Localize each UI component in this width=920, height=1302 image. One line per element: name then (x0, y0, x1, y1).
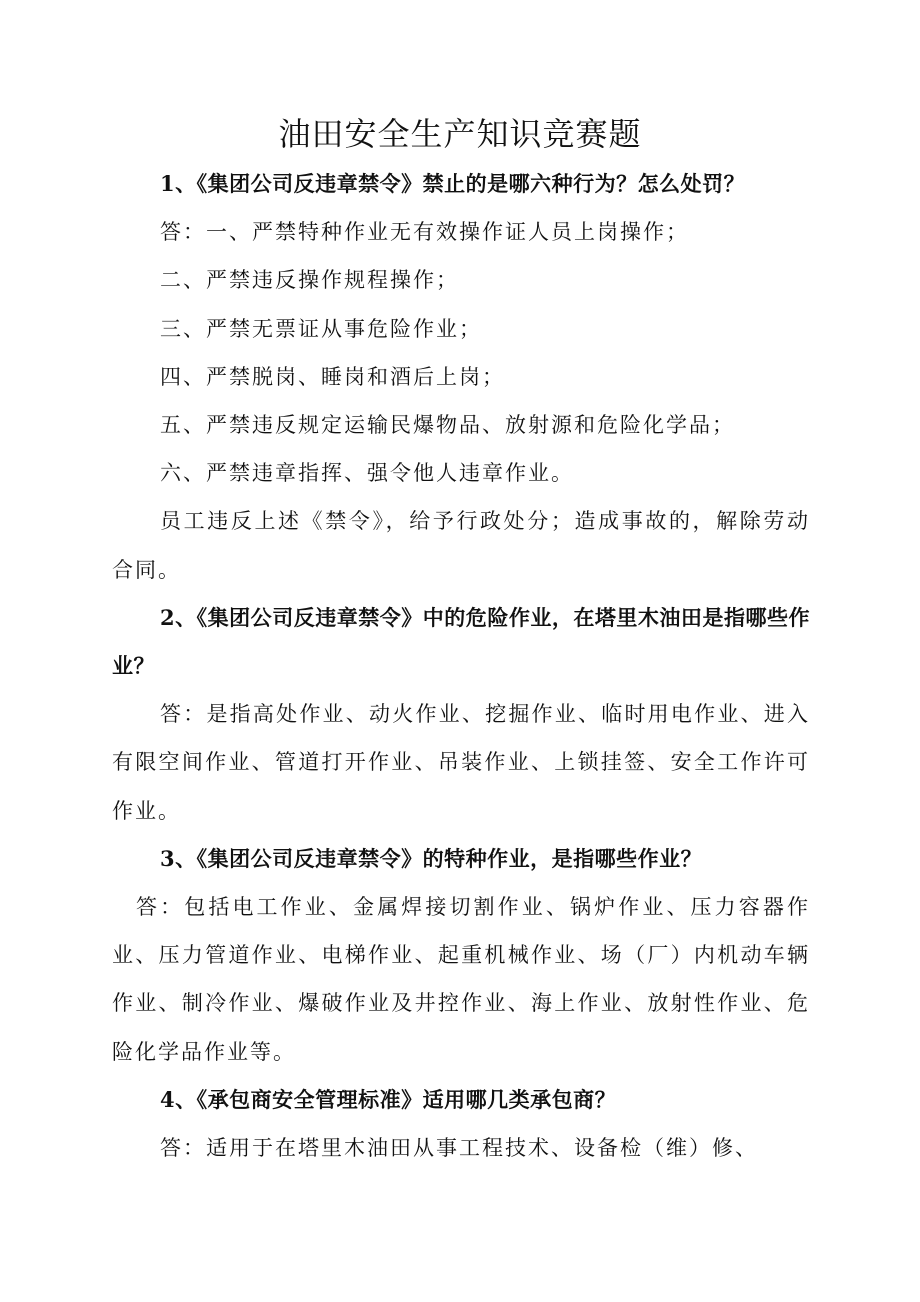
answer-1-penalty: 员工违反上述《禁令》，给予行政处分；造成事故的，解除劳动合同。 (112, 509, 810, 582)
answer-1-item-2: 二、严禁违反操作规程操作； (160, 268, 459, 293)
question-1: 1、《集团公司反违章禁令》禁止的是哪六种行为？怎么处罚？ (160, 171, 746, 196)
question-2: 2、《集团公司反违章禁令》中的危险作业，在塔里木油田是指哪些作业？ (112, 604, 810, 679)
question-3: 3、《集团公司反违章禁令》的特种作业，是指哪些作业？ (160, 845, 703, 871)
answer-1-item-6: 六、严禁违章指挥、强令他人违章作业。 (160, 461, 574, 486)
answer-3: 答：包括电工作业、金属焊接切割作业、锅炉作业、压力容器作业、压力管道作业、电梯作业、起重机械作业、场（厂）内机动车辆作业、制冷作业、爆破作业及井控作业、海上作业、放射性作业、危险化学品作业等。 (112, 895, 810, 1064)
answer-1-item-1: 答：一、严禁特种作业无有效操作证人员上岗操作； (160, 220, 689, 245)
answer-1-item-5: 五、严禁违反规定运输民爆物品、放射源和危险化学品； (160, 413, 735, 438)
document-body (112, 160, 810, 1172)
answer-2: 答：是指高处作业、动火作业、挖掘作业、临时用电作业、进入有限空间作业、管道打开作业、吊装作业、上锁挂签、安全工作许可作业。 (112, 702, 810, 823)
answer-1-item-4: 四、严禁脱岗、睡岗和酒后上岗； (160, 364, 505, 389)
answer-1-item-3: 三、严禁无票证从事危险作业； (160, 316, 482, 341)
answer-4: 答：适用于在塔里木油田从事工程技术、设备检（维）修、 (160, 1136, 758, 1161)
question-4: 4、《承包商安全管理标准》适用哪几类承包商？ (160, 1086, 617, 1112)
document-title: 油田安全生产知识竞赛题 (278, 115, 642, 153)
